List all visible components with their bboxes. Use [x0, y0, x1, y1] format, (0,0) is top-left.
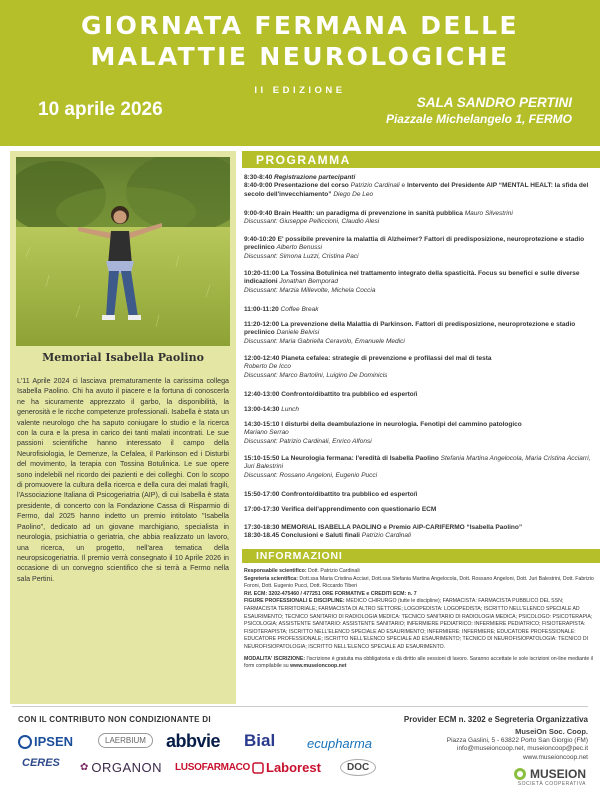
program-item: 10:20-11:00 La Tossina Botulinica nel trattamento integrato della spasticità. Focus su benefici e sulle diverse indicazioni Jonathan Bemporad Discussant: Marzia Millevolte, Michela Coccia [244, 270, 580, 294]
event-date: 10 aprile 2026 [38, 99, 163, 120]
contact-block: MuseiOn Soc. Coop. Piazza Gaslini, 5 - 63822 Porto San Giorgio (FM) info@museioncoop.net, museioncoop@pec.it www.museioncoop.net [446, 727, 588, 761]
ipsen-logo: IPSEN [18, 734, 73, 749]
photo-illustration [16, 157, 230, 346]
program-item: 8:30-8:40 Registrazione partecipanti 8:40-9:00 Presentazione del corso Patrizio Cardinali e Intervento del Presidente AIP “MENTAL HEALT: la sfida del secolo dell'invecchiamento” Diego De Leo [244, 174, 589, 198]
program-item: 15:50-17:00 Confronto/dibattito tra pubblico ed esperto/i [244, 491, 418, 498]
info-title: INFORMAZIONI [256, 550, 343, 562]
program-item: 12:00-12:40 Pianeta cefalea: strategie di prevenzione e profilassi del mal di testa Roberto De Icco Discussant: Marco Bartolini, Luigino De Dominicis [244, 355, 492, 379]
title-line-1: GIORNATA FERMANA DELLE [81, 11, 519, 40]
program-item: 17:00-17:30 Verifica dell'apprendimento con questionario ECM [244, 506, 437, 513]
program-item: 11:20-12:00 La prevenzione della Malattia di Parkinson. Fattori di predisposizione, neuroprotezione e stadio preclinico Daniele Belvisi Discussant: Maria Gabriella Ceravolo, Emanuele Medici [244, 321, 576, 345]
bial-logo: Bial [244, 731, 276, 750]
provider-heading: Provider ECM n. 3202 e Segreteria Organizzativa [403, 715, 588, 724]
doc-logo: DOC [340, 759, 376, 776]
museion-logo: MUSEION SOCIETÀ COOPERATIVA [513, 767, 586, 787]
venue-name: SALA SANDRO PERTINI [416, 95, 572, 110]
laborest-logo: Laborest [252, 760, 321, 775]
ceres-logo: CERES [22, 757, 60, 769]
info-block: Responsabile scientifico: Dott. Patrizio Cardinali Segreteria scientifica: Dott.ssa Maria Cristina Acciari, Dott.ssa Stefania Martina Angelocola, Dott. Rossano Angeloni, Dott. Juri Balestrini, Dott. Fabrizio Foroni, Dott. Eugenio Pucci, Dott. Riccardo Tiberi Rif. ECM: 3202-475460 / 477251 ORE FORMATIVE e CREDITI ECM: n. 7 FIGURE PROFESSIONALI E DISCIPLINE: MEDICO CHIRURGO (tutte le discipline); FARMACISTA: FARMACISTA PUBBLICO DEL SSN; FARMACISTA TERRITORIALE; FARMACISTA DI ALTRO SETTORE; LOGOPEDISTA: LOGOPEDISTA; ISCRITTO NELL'ELENCO SPECIALE AD ESAURIMENTO; TECNICO SANITARIO DI RADIOLOGIA MEDICA: TECNICO SANITARIO DI RADIOLOGIA MEDICA; PSICOLOGO: PSICOTERAPIA; PSICOLOGIA; ASSISTENTE SANITARIO: ASSISTENTE SANITARIO; INFERMIERE PEDIATRICO: INFERMIERE PEDIATRICO; FISIOTERAPISTA: FISIOTERAPISTA; ISCRITTO NELL'ELENCO SPECIALE AD ESAURIMENTO; INFERMIERE: INFERMIERE; EDUCATORE PROFESSIONALE: EDUCATORE PROFESSIONALE; ISCRITTO NELL'ELENCO SPECIALE AD ESAURIMENTO; TECNICO DI NEUROFISIOPATOLOGIA: TECNICO DI NEUROFISIOPATOLOGIA; ISCRITTO NELL'ELENCO SPECIALE AD ESAURIMENTO. MODALITA' ISCRIZIONE: l'iscrizione è gratuita ma obbligatoria e dà diritto alle sessioni di lavoro. Saranno accettate le sole iscrizioni on-line mediante il form compilabile su www.museioncoop.net [244, 568, 594, 670]
organon-logo: ✿ ORGANON [80, 760, 163, 775]
program-item: 15:10-15:50 La Neurologia fermana: l'eredità di Isabella Paolino Stefania Martina Angelocola, Maria Cristina Acciarri, Juri Balestrini Discussant: Rossano Angeloni, Eugenio Pucci [244, 455, 591, 479]
program-title: PROGRAMMA [256, 153, 351, 167]
lusofarmaco-logo: LUSOFARMACO [175, 762, 251, 773]
memorial-text: L'11 Aprile 2024 ci lasciava prematuramente la carissima collega Isabella Paolino. Chi ha avuto il piacere e la fortuna di conoscerla ne ha sicuramente apprezzato il garbo, la disponibilità, la generosità e le ricche competenze professionali. Isabella è stata un valente neurologo che ha saputo coniugare lo studio e la ricerca con la cura e la presa in carico dei tanti malati incontrati. Le sue passioni scientifiche hanno interessato il campo della Neurofisiologia, le Demenze, la Cefalea, il Parkinson ed i Disturbi del movimento, la terapia con Tossina Botulinica. Le sue opere sono indelebili nel ricordo dei pazienti e dei colleghi. Con lo scopo di promuovere la cultura della ricerca e della cura dei malati fragili, l'Associazione Italiana di Psicogeriatria (AIP), di cui Isabella è stata presidente, di concerto con la Fondazione Cassa di Risparmio di Fermo, dal 2025 hanno indetto un premio intitolato "Isabella Paolino", dedicato ad un giovane marchigiano, specialista in neurologia, psichiatria o geriatria, che abbia realizzato un lavoro, una ricerca, un progetto, nell'area tematica della neuropsicogeriatria. Il premio verrà consegnato il 10 Aprile 2026 in occasione di un convegno scientifico che si terrà a Fermo nella sala Pertini. [17, 377, 229, 583]
event-title [0, 10, 600, 72]
program-item: 9:00-9:40 Brain Health: un paradigma di prevenzione in sanità pubblica Mauro Silvestrini Discussant: Giuseppe Pelliccioni, Claudio Alesi [244, 210, 513, 226]
sponsors-heading: CON IL CONTRIBUTO NON CONDIZIONANTE DI [18, 715, 211, 724]
edition-label: II EDIZIONE [254, 85, 346, 96]
memorial-photo [16, 157, 230, 346]
memorial-title: Memorial Isabella Paolino [42, 351, 204, 364]
footer-divider [12, 706, 588, 707]
venue [386, 95, 572, 126]
registration-link[interactable]: www.museioncoop.net [290, 663, 347, 670]
program-item: 9:40-10:20 E' possibile prevenire la malattia di Alzheimer? Fattori di predisposizione, neuroprotezione e stadio preclinico Alberto Benussi Discussant: Simona Luzzi, Cristina Paci [244, 236, 585, 260]
title-line-2: MALATTIE NEUROLOGICHE [90, 42, 510, 71]
venue-address: Piazzale Michelangelo 1, FERMO [385, 112, 572, 126]
program-item: 11:00-11:20 Coffee Break [244, 306, 319, 313]
program-item: 14:30-15:10 I disturbi della deambulazione in neurologia. Fenotipi del cammino patologico Mariano Serrao Discussant: Patrizio Cardinali, Enrico Alfonsi [244, 421, 522, 445]
museion-icon [513, 767, 527, 781]
program-item: 13:00-14:30 Lunch [244, 406, 299, 413]
program-item: 17:30-18:30 MEMORIAL ISABELLA PAOLINO e Premio AIP-CARIFERMO “Isabella Paolino” 18:30-18.45 Conclusioni e Saluti finali Patrizio Cardinali [244, 524, 523, 540]
program-item: 12:40-13:00 Confronto/dibattito tra pubblico ed esperto/i [244, 391, 418, 398]
laerbium-logo: LAERBIUM [98, 733, 153, 748]
ecupharma-logo: ecupharma [307, 736, 373, 751]
abbvie-logo: abbvie [166, 731, 221, 751]
